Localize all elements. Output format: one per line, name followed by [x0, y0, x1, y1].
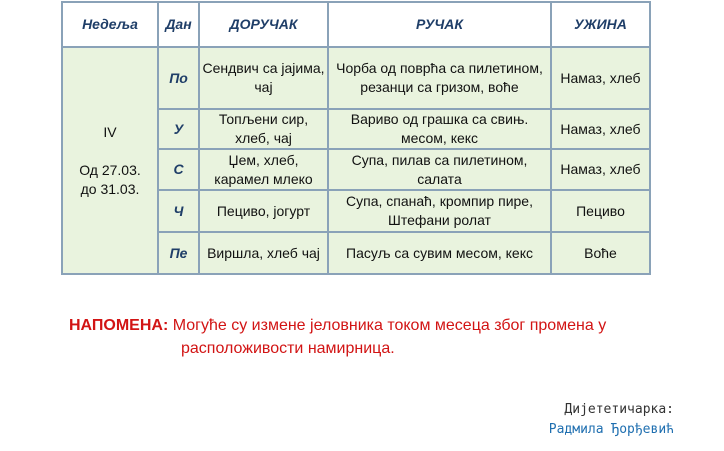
lunch-cell: Пасуљ са сувим месом, кекс	[328, 232, 551, 274]
menu-table	[61, 1, 651, 275]
header-lunch: РУЧАК	[328, 2, 551, 47]
week-date-start: Од 27.03.	[79, 161, 141, 178]
signature	[549, 400, 674, 440]
lunch-cell: Вариво од грашка са свињ. месом, кекс	[328, 109, 551, 149]
dinner-cell: Намаз, хлеб	[551, 149, 650, 190]
breakfast-cell: Виршла, хлеб чај	[199, 232, 328, 274]
week-number: IV	[103, 123, 117, 140]
breakfast-cell: Џем, хлеб, карамел млеко	[199, 149, 328, 190]
lunch-cell: Чорба од поврћа са пилетином, резанци са гризом, воће	[328, 47, 551, 109]
note-label: НАПОМЕНА:	[69, 317, 169, 334]
dinner-cell: Пециво	[551, 190, 650, 232]
breakfast-cell: Топљени сир, хлеб, чај	[199, 109, 328, 149]
signature-name: Радмила Ђорђевић	[548, 422, 674, 437]
lunch-cell: Супа, спанаћ, кромпир пире, Штефани ролат	[328, 190, 551, 232]
note-text-line1: Могуће су измене јеловника током месеца због промена у	[172, 317, 607, 334]
breakfast-cell: Пециво, јогурт	[199, 190, 328, 232]
breakfast-cell: Сендвич са јајима, чај	[199, 47, 328, 109]
week-cell	[62, 47, 158, 274]
day-cell: С	[158, 149, 199, 190]
day-cell: По	[158, 47, 199, 109]
dinner-cell: Воће	[551, 232, 650, 274]
week-date-end: до 31.03.	[80, 180, 140, 197]
header-week: Недеља	[62, 2, 158, 47]
header-breakfast: ДОРУЧАК	[199, 2, 328, 47]
header-day: Дан	[158, 2, 199, 47]
lunch-cell: Супа, пилав са пилетином, салата	[328, 149, 551, 190]
table-row	[62, 47, 650, 109]
header-dinner: УЖИНА	[551, 2, 650, 47]
signature-title: Дијететичарка:	[564, 402, 674, 417]
dinner-cell: Намаз, хлеб	[551, 47, 650, 109]
header-row	[62, 2, 650, 47]
dinner-cell: Намаз, хлеб	[551, 109, 650, 149]
day-cell: Ч	[158, 190, 199, 232]
note	[69, 314, 709, 360]
note-text-line2: расположивости намирница.	[181, 340, 395, 357]
day-cell: Пе	[158, 232, 199, 274]
day-cell: У	[158, 109, 199, 149]
